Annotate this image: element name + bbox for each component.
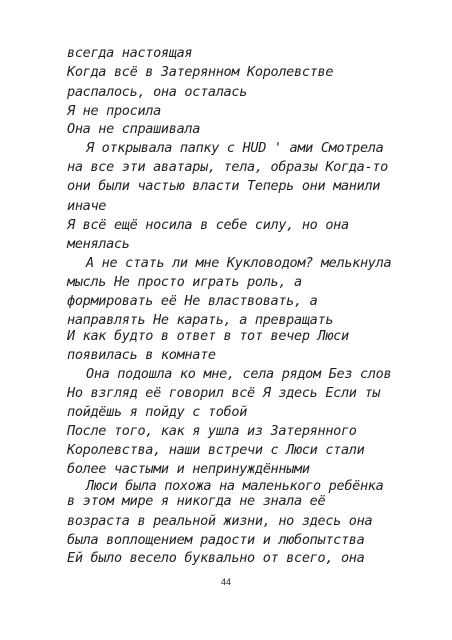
text-line-19: Но взгляд её говорил всё Я здесь Если ты	[67, 385, 381, 401]
text-line-26: возраста в реальной жизни, но здесь она	[67, 513, 373, 529]
text-line-17: появилась в комнате	[67, 347, 216, 363]
text-line-23: более частыми и непринуждёнными	[67, 461, 310, 477]
text-line-8: они были частью власти Теперь они манили	[67, 178, 381, 194]
text-line-27: была воплощением радости и любопытства	[67, 532, 365, 548]
text-line-13: мысль Не просто играть роль, а	[67, 274, 302, 290]
text-line-21: После того, как я ушла из Затерянного	[67, 423, 357, 439]
text-line-20: пойдёшь я пойду с тобой	[67, 404, 248, 420]
text-line-6: Я открывала папку с HUD ' ами Смотрела	[86, 140, 384, 156]
text-line-22: Королевства, наши встречи с Люси стали	[67, 442, 365, 458]
text-line-25: в этом мире я никогда не знала её	[67, 493, 326, 509]
text-line-24: Люси была похожа на маленького ребёнка	[86, 478, 384, 494]
text-line-11: менялась	[67, 236, 130, 252]
text-line-1: всегда настоящая	[67, 45, 193, 61]
text-line-16: И как будто в ответ в тот вечер Люси	[67, 328, 349, 344]
page-number: 44	[220, 577, 231, 587]
text-line-7: на все эти аватары, тела, образы Когда-то	[67, 159, 388, 175]
text-line-4: Я не просила	[67, 103, 161, 119]
text-line-12: А не стать ли мне Кукловодом? мелькнула	[86, 255, 392, 271]
text-line-10: Я всё ещё носила в себе силу, но она	[67, 217, 349, 233]
text-line-2: Когда всё в Затерянном Королевстве	[67, 64, 334, 80]
text-line-14: формировать её Не властвовать, а	[67, 293, 318, 309]
text-line-9: иначе	[67, 198, 107, 214]
text-line-3: распалось, она осталась	[67, 84, 248, 100]
text-line-18: Она подошла ко мне, села рядом Без слов	[86, 366, 392, 382]
text-line-5: Она не спрашивала	[67, 121, 201, 137]
text-line-15: направлять Не карать, а превращать	[67, 312, 334, 328]
text-line-28: Ей было весело буквально от всего, она	[67, 550, 365, 566]
